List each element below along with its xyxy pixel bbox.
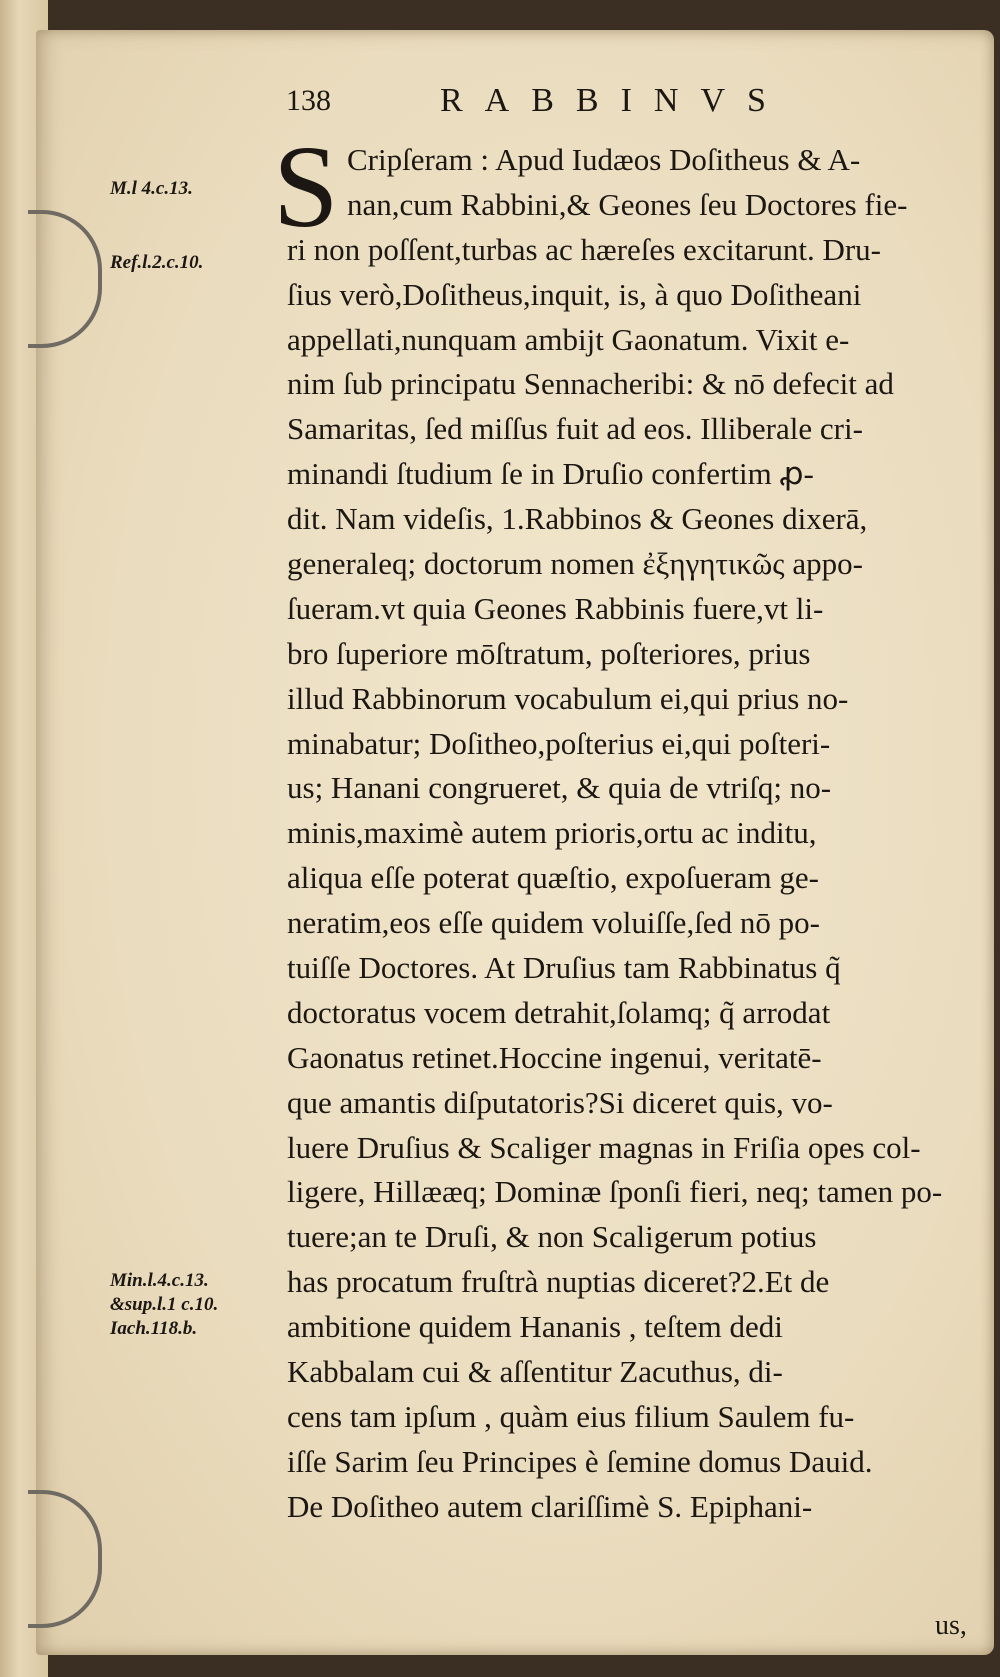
text-line: illud Rabbinorum vocabulum ei,qui prius no- <box>287 680 849 716</box>
binder-ring-bottom <box>28 1490 102 1628</box>
text-line: iſſe Sarim ſeu Principes è ſemine domus Dauid. <box>287 1443 873 1479</box>
catchword: us, <box>935 1610 967 1641</box>
text-line: tuere;an te Druſi, & non Scaligerum potius <box>287 1219 817 1255</box>
text-line: us; Hanani congrueret, & quia de vtriſq; no- <box>287 770 832 806</box>
margin-note: &sup.l.1 c.10. <box>110 1294 219 1315</box>
text-line: minabatur; Doſitheo,poſterius ei,qui poſteri- <box>287 725 831 761</box>
text-line: cens tam ipſum , quàm eius filium Saulem fu- <box>287 1398 855 1434</box>
text-line: Kabbalam cui & aſſentitur Zacuthus, di- <box>287 1354 783 1390</box>
text-line: ſueram.vt quia Geones Rabbinis fuere,vt li- <box>287 590 824 626</box>
text-line: ligere, Hillææq; Dominæ ſponſi fieri, neq; tamen po- <box>287 1174 943 1210</box>
drop-cap: S <box>273 121 339 252</box>
text-line: doctoratus vocem detrahit,ſolamq; q̃ arrodat <box>287 994 831 1030</box>
text-line: generaleq; doctorum nomen ἐξηγητικῶς appo- <box>287 546 863 582</box>
text-line: De Doſitheo autem clariſſimè S. Epiphani- <box>287 1488 813 1524</box>
text-line: ſius verò,Doſitheus,inquit, is, à quo Doſitheani <box>287 276 862 312</box>
running-title: RABBINVS <box>440 82 788 119</box>
margin-note: Min.l.4.c.13. <box>110 1270 209 1291</box>
text-line: aliqua eſſe poterat quæſtio, expoſueram ge- <box>287 860 819 896</box>
text-line: neratim,eos eſſe quidem voluiſſe,ſed nō po- <box>287 905 820 941</box>
text-line: ambitione quidem Hananis , teſtem dedi <box>287 1309 783 1345</box>
text-line: dit. Nam videſis, 1.Rabbinos & Geones dixerā, <box>287 501 868 537</box>
text-line: Gaonatus retinet.Hoccine ingenui, veritatē- <box>287 1039 822 1075</box>
text-line: Cripſeram : Apud Iudæos Doſitheus & A- <box>347 142 861 177</box>
text-line: appellati,nunquam ambijt Gaonatum. Vixit e- <box>287 321 850 357</box>
margin-note: Ref.l.2.c.10. <box>110 252 204 273</box>
margin-note: Iach.118.b. <box>110 1318 198 1339</box>
text-line: minis,maximè autem prioris,ortu ac inditu, <box>287 815 817 851</box>
page-number: 138 <box>286 84 331 117</box>
text-line: que amantis diſputatoris?Si diceret quis, vo- <box>287 1084 833 1120</box>
margin-note: M.l 4.c.13. <box>110 178 193 199</box>
text-line: bro ſuperiore mōſtratum, poſteriores, prius <box>287 635 811 671</box>
text-line: has procatum fruſtrà nuptias diceret?2.Et de <box>287 1264 830 1300</box>
binder-ring-top <box>28 210 102 348</box>
text-line: Samaritas, ſed miſſus fuit ad eos. Illiberale cri- <box>287 411 863 447</box>
body-text <box>273 121 977 1530</box>
page-header <box>280 80 920 130</box>
text-line: nan,cum Rabbini,& Geones ſeu Doctores fie- <box>347 186 908 222</box>
text-line: ri non poſſent,turbas ac hæreſes excitarunt. Dru- <box>287 231 881 267</box>
text-line: nim ſub principatu Sennacheribi: & nō defecit ad <box>287 366 894 402</box>
text-line: luere Druſius & Scaliger magnas in Friſia opes col- <box>287 1129 921 1165</box>
text-line: minandi ſtudium ſe in Druſio confertim ꝓ- <box>287 456 814 492</box>
text-line: tuiſſe Doctores. At Druſius tam Rabbinatus q̃ <box>287 950 841 986</box>
